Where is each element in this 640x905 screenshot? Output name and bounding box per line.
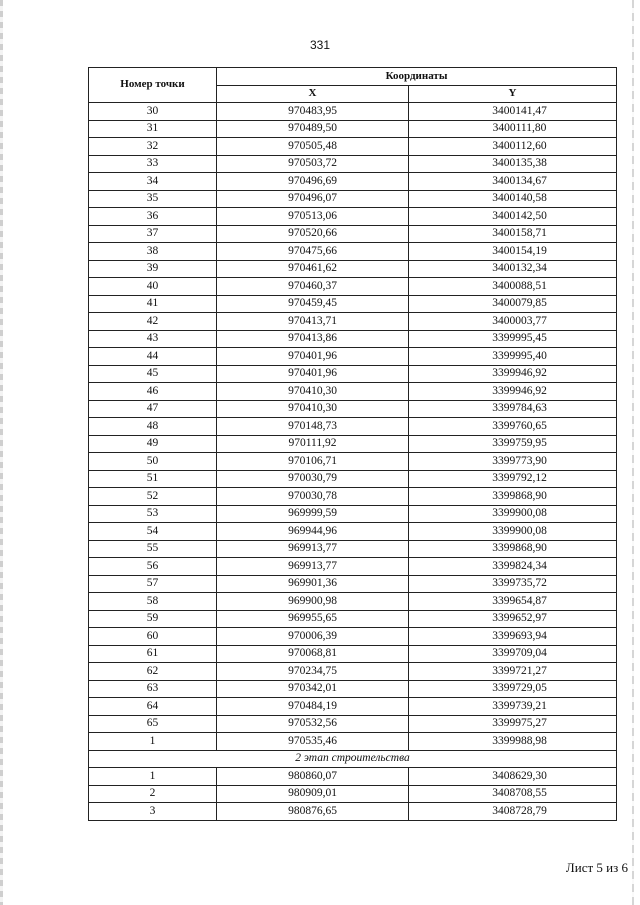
y-coordinate-cell: 3399995,40 [409, 348, 617, 366]
point-number-cell: 55 [89, 540, 217, 558]
y-coordinate-cell: 3408708,55 [409, 785, 617, 803]
point-number-cell: 48 [89, 418, 217, 436]
y-coordinate-cell: 3399946,92 [409, 365, 617, 383]
x-coordinate-cell: 970030,79 [217, 470, 409, 488]
point-number-cell: 38 [89, 243, 217, 261]
stage-label: 2 этап строительства [89, 750, 617, 768]
y-coordinate-cell: 3400135,38 [409, 155, 617, 173]
page-number: 331 [309, 38, 331, 52]
point-number-cell: 41 [89, 295, 217, 313]
point-number-cell: 50 [89, 453, 217, 471]
point-number-cell: 63 [89, 680, 217, 698]
point-number-cell: 39 [89, 260, 217, 278]
y-coordinate-cell: 3400158,71 [409, 225, 617, 243]
table-row [89, 785, 617, 803]
y-coordinate-cell: 3400154,19 [409, 243, 617, 261]
y-coordinate-cell: 3399709,04 [409, 645, 617, 663]
point-number-cell: 31 [89, 120, 217, 138]
x-coordinate-cell: 970410,30 [217, 383, 409, 401]
point-number-cell: 40 [89, 278, 217, 296]
table-row [89, 330, 617, 348]
table-row [89, 295, 617, 313]
y-coordinate-cell: 3399735,72 [409, 575, 617, 593]
table-row [89, 120, 617, 138]
y-coordinate-cell: 3408728,79 [409, 803, 617, 821]
y-coordinate-cell: 3399729,05 [409, 680, 617, 698]
x-coordinate-cell: 970342,01 [217, 680, 409, 698]
x-coordinate-cell: 970410,30 [217, 400, 409, 418]
table-row [89, 505, 617, 523]
y-coordinate-cell: 3408629,30 [409, 768, 617, 786]
point-number-cell: 62 [89, 663, 217, 681]
table-row [89, 768, 617, 786]
y-coordinate-cell: 3399946,92 [409, 383, 617, 401]
coordinates-table [88, 67, 617, 821]
x-coordinate-cell: 970401,96 [217, 365, 409, 383]
stage-row [89, 750, 617, 768]
x-coordinate-cell: 980860,07 [217, 768, 409, 786]
point-number-cell: 61 [89, 645, 217, 663]
x-coordinate-cell: 970106,71 [217, 453, 409, 471]
x-coordinate-cell: 969955,65 [217, 610, 409, 628]
table-row [89, 610, 617, 628]
x-coordinate-cell: 969913,77 [217, 558, 409, 576]
y-coordinate-cell: 3400111,80 [409, 120, 617, 138]
point-number-cell: 64 [89, 698, 217, 716]
point-number-cell: 3 [89, 803, 217, 821]
y-coordinate-cell: 3399900,08 [409, 505, 617, 523]
x-coordinate-cell: 970413,86 [217, 330, 409, 348]
x-coordinate-cell: 970111,92 [217, 435, 409, 453]
y-coordinate-cell: 3400142,50 [409, 208, 617, 226]
table-row [89, 383, 617, 401]
point-number-cell: 47 [89, 400, 217, 418]
scan-edge-right [632, 0, 634, 905]
y-coordinate-cell: 3400112,60 [409, 138, 617, 156]
point-number-cell: 60 [89, 628, 217, 646]
table-row [89, 488, 617, 506]
table-row [89, 435, 617, 453]
y-coordinate-cell: 3400140,58 [409, 190, 617, 208]
sheet-counter: Лист 5 из 6 [565, 860, 628, 875]
point-number-cell: 42 [89, 313, 217, 331]
table-row [89, 453, 617, 471]
x-coordinate-cell: 970520,66 [217, 225, 409, 243]
x-coordinate-cell: 969944,96 [217, 523, 409, 541]
table-row [89, 155, 617, 173]
point-number-cell: 56 [89, 558, 217, 576]
table-header-row [89, 68, 617, 86]
table-row [89, 173, 617, 191]
y-coordinate-cell: 3399824,34 [409, 558, 617, 576]
header-coordinates: Координаты [217, 68, 617, 86]
table-row [89, 278, 617, 296]
y-coordinate-cell: 3399995,45 [409, 330, 617, 348]
y-coordinate-cell: 3399760,65 [409, 418, 617, 436]
x-coordinate-cell: 969901,36 [217, 575, 409, 593]
table-row [89, 225, 617, 243]
scan-edge-left [0, 0, 3, 905]
y-coordinate-cell: 3399868,90 [409, 540, 617, 558]
x-coordinate-cell: 970484,19 [217, 698, 409, 716]
y-coordinate-cell: 3399739,21 [409, 698, 617, 716]
point-number-cell: 1 [89, 733, 217, 751]
point-number-cell: 32 [89, 138, 217, 156]
y-coordinate-cell: 3399773,90 [409, 453, 617, 471]
y-coordinate-cell: 3399693,94 [409, 628, 617, 646]
y-coordinate-cell: 3399652,97 [409, 610, 617, 628]
y-coordinate-cell: 3400141,47 [409, 103, 617, 121]
x-coordinate-cell: 969999,59 [217, 505, 409, 523]
table-row [89, 243, 617, 261]
table-row [89, 138, 617, 156]
x-coordinate-cell: 970234,75 [217, 663, 409, 681]
point-number-cell: 34 [89, 173, 217, 191]
point-number-cell: 33 [89, 155, 217, 173]
y-coordinate-cell: 3400132,34 [409, 260, 617, 278]
x-coordinate-cell: 970505,48 [217, 138, 409, 156]
point-number-cell: 65 [89, 715, 217, 733]
y-coordinate-cell: 3399868,90 [409, 488, 617, 506]
point-number-cell: 49 [89, 435, 217, 453]
table-row [89, 593, 617, 611]
y-coordinate-cell: 3399721,27 [409, 663, 617, 681]
y-coordinate-cell: 3399784,63 [409, 400, 617, 418]
x-coordinate-cell: 970459,45 [217, 295, 409, 313]
table-row [89, 540, 617, 558]
table-row [89, 418, 617, 436]
point-number-cell: 37 [89, 225, 217, 243]
y-coordinate-cell: 3399900,08 [409, 523, 617, 541]
y-coordinate-cell: 3399654,87 [409, 593, 617, 611]
point-number-cell: 45 [89, 365, 217, 383]
y-coordinate-cell: 3400134,67 [409, 173, 617, 191]
x-coordinate-cell: 970535,46 [217, 733, 409, 751]
x-coordinate-cell: 980876,65 [217, 803, 409, 821]
point-number-cell: 53 [89, 505, 217, 523]
x-coordinate-cell: 970461,62 [217, 260, 409, 278]
point-number-cell: 2 [89, 785, 217, 803]
table-row [89, 190, 617, 208]
point-number-cell: 43 [89, 330, 217, 348]
x-coordinate-cell: 970030,78 [217, 488, 409, 506]
x-coordinate-cell: 970532,56 [217, 715, 409, 733]
y-coordinate-cell: 3400088,51 [409, 278, 617, 296]
x-coordinate-cell: 970489,50 [217, 120, 409, 138]
table-row [89, 733, 617, 751]
x-coordinate-cell: 970460,37 [217, 278, 409, 296]
x-coordinate-cell: 970496,69 [217, 173, 409, 191]
table-row [89, 523, 617, 541]
table-row [89, 400, 617, 418]
x-coordinate-cell: 970148,73 [217, 418, 409, 436]
point-number-cell: 51 [89, 470, 217, 488]
x-coordinate-cell: 970006,39 [217, 628, 409, 646]
point-number-cell: 52 [89, 488, 217, 506]
header-x: X [217, 85, 409, 103]
y-coordinate-cell: 3400003,77 [409, 313, 617, 331]
table-row [89, 470, 617, 488]
table-row [89, 663, 617, 681]
y-coordinate-cell: 3400079,85 [409, 295, 617, 313]
table-row [89, 803, 617, 821]
header-point-number: Номер точки [89, 68, 217, 103]
x-coordinate-cell: 969913,77 [217, 540, 409, 558]
table-row [89, 260, 617, 278]
table-row [89, 715, 617, 733]
y-coordinate-cell: 3399792,12 [409, 470, 617, 488]
y-coordinate-cell: 3399988,98 [409, 733, 617, 751]
x-coordinate-cell: 970513,06 [217, 208, 409, 226]
x-coordinate-cell: 970401,96 [217, 348, 409, 366]
x-coordinate-cell: 970068,81 [217, 645, 409, 663]
y-coordinate-cell: 3399759,95 [409, 435, 617, 453]
table-row [89, 698, 617, 716]
table-row [89, 208, 617, 226]
x-coordinate-cell: 970413,71 [217, 313, 409, 331]
table-row [89, 313, 617, 331]
point-number-cell: 44 [89, 348, 217, 366]
table-row [89, 348, 617, 366]
point-number-cell: 30 [89, 103, 217, 121]
x-coordinate-cell: 980909,01 [217, 785, 409, 803]
point-number-cell: 1 [89, 768, 217, 786]
x-coordinate-cell: 970496,07 [217, 190, 409, 208]
x-coordinate-cell: 970483,95 [217, 103, 409, 121]
point-number-cell: 57 [89, 575, 217, 593]
table-row [89, 645, 617, 663]
x-coordinate-cell: 969900,98 [217, 593, 409, 611]
table-row [89, 680, 617, 698]
table-row [89, 103, 617, 121]
x-coordinate-cell: 970503,72 [217, 155, 409, 173]
x-coordinate-cell: 970475,66 [217, 243, 409, 261]
point-number-cell: 54 [89, 523, 217, 541]
point-number-cell: 59 [89, 610, 217, 628]
point-number-cell: 46 [89, 383, 217, 401]
point-number-cell: 36 [89, 208, 217, 226]
table-row [89, 575, 617, 593]
table-row [89, 365, 617, 383]
table-row [89, 558, 617, 576]
table-row [89, 628, 617, 646]
y-coordinate-cell: 3399975,27 [409, 715, 617, 733]
header-y: Y [409, 85, 617, 103]
point-number-cell: 35 [89, 190, 217, 208]
point-number-cell: 58 [89, 593, 217, 611]
